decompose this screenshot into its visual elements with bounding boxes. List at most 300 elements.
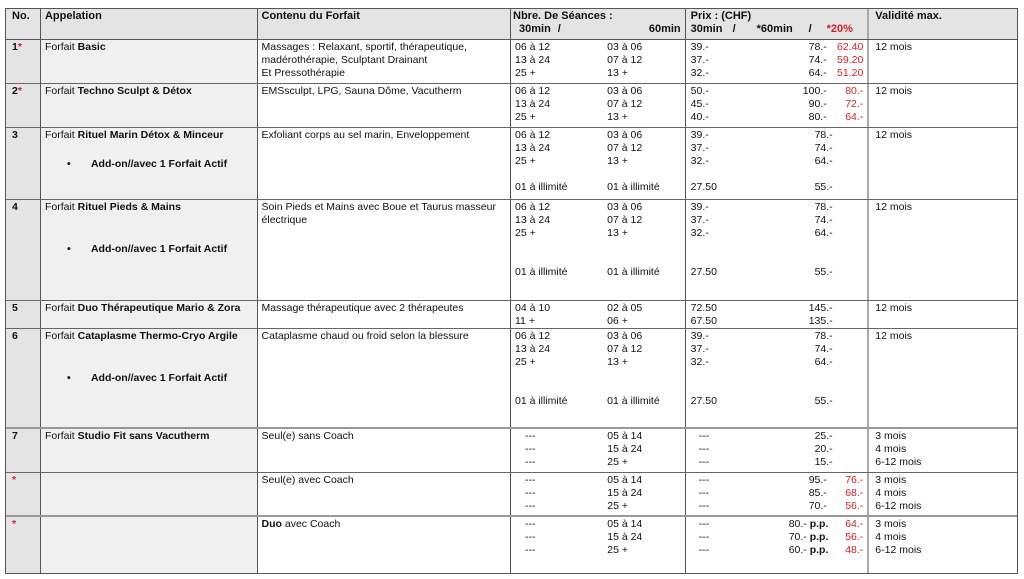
- prix-30min: 39.-: [690, 41, 709, 53]
- addon-seances-30min: 01 à illimité: [515, 181, 568, 193]
- addon-label: [45, 158, 253, 171]
- appelation-prefix: Forfait: [44, 302, 78, 314]
- prix-20pct: 64.-: [845, 111, 864, 123]
- row-validite: [869, 200, 1017, 300]
- prix-30min: ---: [698, 456, 710, 468]
- prix-line: [691, 155, 864, 168]
- appelation-line: [45, 330, 253, 343]
- row-number-text: 2: [12, 85, 18, 97]
- prix-line: [691, 443, 864, 456]
- prix-20pct: 62.40: [837, 41, 864, 53]
- addon-seances-line: [513, 181, 681, 194]
- prix-60min: 85.-: [808, 487, 827, 499]
- prix-60min: 74.-: [808, 54, 827, 66]
- appelation-prefix: Forfait: [44, 430, 78, 442]
- seances-line: [513, 98, 681, 111]
- seances-60min: 05 à 14: [607, 518, 643, 530]
- prix-line: [691, 129, 864, 142]
- prix-line: [691, 500, 864, 513]
- contenu-line: EMSsculpt, LPG, Sauna Dôme, Vacutherm: [261, 85, 462, 97]
- addon-prix-60min: 55.-: [814, 181, 833, 193]
- seances-30min: ---: [525, 443, 536, 455]
- prix-20pct: 59.20: [837, 54, 864, 66]
- seances-line: [513, 518, 681, 531]
- row-number: [6, 84, 41, 127]
- seances-60min: 25 +: [607, 456, 628, 468]
- row-seances: [511, 200, 686, 300]
- appelation-prefix: Forfait: [44, 41, 78, 53]
- prix-20pct: 72.-: [845, 98, 864, 110]
- row-contenu: [258, 473, 511, 515]
- header-prix-sub: [691, 23, 864, 36]
- row-contenu: [258, 40, 511, 83]
- prix-line: [691, 67, 864, 80]
- row-validite: [869, 429, 1017, 472]
- prix-60min: 95.-: [808, 474, 827, 486]
- prix-line: [691, 456, 864, 469]
- header-prix: [686, 9, 870, 39]
- appelation-name: Rituel Pieds & Mains: [77, 201, 181, 213]
- row-prix: [686, 200, 870, 300]
- validite-text: 12 mois: [875, 41, 913, 53]
- prix-30min: 67.50: [690, 315, 717, 327]
- validite-line: 3 mois: [875, 430, 907, 442]
- row-number: [6, 329, 41, 427]
- validite-text: 12 mois: [875, 129, 913, 141]
- row-contenu: [258, 429, 511, 472]
- seances-line: [513, 487, 681, 500]
- seances-line: [513, 41, 681, 54]
- validite-text: 12 mois: [875, 330, 913, 342]
- row-validite: [869, 40, 1017, 83]
- seances-30min: 25 +: [515, 155, 536, 167]
- appelation-prefix: Forfait: [44, 201, 78, 213]
- row-number-text: 6: [12, 330, 18, 342]
- row-contenu: [258, 517, 511, 573]
- addon-prix-line: [691, 266, 864, 279]
- row-number: [6, 517, 41, 573]
- validite-line: 6-12 mois: [875, 456, 922, 468]
- addon-prix-60min: 55.-: [814, 395, 833, 407]
- seances-line: [513, 142, 681, 155]
- prix-60min: 25.-: [814, 430, 833, 442]
- addon-prix-line: [691, 181, 864, 194]
- validite-line: 4 mois: [875, 443, 907, 455]
- row-validite: [869, 128, 1017, 199]
- addon-label: [45, 372, 253, 385]
- seances-30min: 06 à 12: [515, 330, 551, 342]
- bullet-icon: •: [66, 372, 71, 384]
- contenu-line: Cataplasme chaud ou froid selon la blessure: [261, 330, 469, 342]
- header-appelation: Appelation: [41, 9, 258, 39]
- appelation-prefix: Forfait: [44, 85, 78, 97]
- addon-prix-30min: 27.50: [690, 181, 717, 193]
- row-appelation: [41, 329, 258, 427]
- row-prix: [686, 429, 870, 472]
- seances-30min: 04 à 10: [515, 302, 551, 314]
- row-seances: [511, 429, 686, 472]
- row-seances: [511, 301, 686, 328]
- table-row: [6, 329, 1017, 429]
- validite-line: 4 mois: [875, 487, 907, 499]
- seances-60min: 03 à 06: [607, 85, 643, 97]
- seances-line: [513, 111, 681, 124]
- prix-30min: 72.50: [690, 302, 717, 314]
- prix-30min: 39.-: [690, 129, 709, 141]
- seances-line: [513, 356, 681, 369]
- prix-30min: ---: [698, 544, 710, 556]
- prix-line: [691, 315, 864, 328]
- row-seances: [511, 40, 686, 83]
- prix-60min: 80.-: [808, 111, 827, 123]
- contenu-line: [262, 518, 506, 531]
- table-row: [6, 200, 1017, 301]
- seances-60min: 03 à 06: [607, 41, 643, 53]
- contenu-line: Seul(e) avec Coach: [261, 474, 354, 486]
- seances-line: [513, 129, 681, 142]
- seances-30min: ---: [525, 430, 536, 442]
- seances-line: [513, 474, 681, 487]
- prix-line: [691, 85, 864, 98]
- seances-60min: 03 à 06: [607, 201, 643, 213]
- prix-60min: 64.-: [814, 227, 833, 239]
- addon-seances-30min: 01 à illimité: [515, 266, 568, 278]
- appelation-prefix: Forfait: [44, 129, 78, 141]
- seances-30min: ---: [525, 544, 536, 556]
- seances-30min: 06 à 12: [515, 85, 551, 97]
- prix-20pct: 56.-: [845, 500, 864, 512]
- seances-line: [513, 214, 681, 227]
- validite-text: 12 mois: [875, 85, 913, 97]
- seances-line: [513, 531, 681, 544]
- prix-line: [691, 343, 864, 356]
- per-person-label: p.p.: [809, 518, 829, 530]
- seances-60min: 13 +: [607, 227, 628, 239]
- header-prix-30min: 30min: [690, 23, 723, 35]
- prix-60min: 74.-: [814, 343, 833, 355]
- validite-line: 6-12 mois: [875, 500, 922, 512]
- prix-line: [691, 227, 864, 240]
- prix-60min: 145.-: [808, 302, 833, 314]
- header-seances: [511, 9, 686, 39]
- table-header: [6, 9, 1017, 40]
- header-prix-slash1: /: [732, 23, 736, 35]
- row-prix: [686, 301, 870, 328]
- prix-line: [691, 544, 864, 557]
- prix-30min: 39.-: [690, 201, 709, 213]
- table-row: [6, 473, 1017, 517]
- row-validite: [869, 517, 1017, 573]
- seances-60min: 03 à 06: [607, 330, 643, 342]
- addon-text: Add-on//avec 1 Forfait Actif: [90, 243, 228, 255]
- red-asterisk-icon: *: [17, 41, 22, 53]
- contenu-line: Soin Pieds et Mains avec Boue et Taurus masseur: [261, 201, 496, 213]
- prix-20pct: 56.-: [845, 531, 864, 543]
- addon-seances-60min: 01 à illimité: [607, 395, 660, 407]
- prix-60min: 78.-: [814, 330, 833, 342]
- appelation-line: [45, 129, 253, 142]
- prix-60min: 78.-: [814, 129, 833, 141]
- seances-line: [513, 500, 681, 513]
- prix-30min: ---: [698, 500, 710, 512]
- prix-30min: 32.-: [690, 227, 709, 239]
- prix-line: [691, 356, 864, 369]
- table-row: [6, 301, 1017, 329]
- contenu-line: madérothérapie, Sculptant Drainant: [261, 54, 428, 66]
- seances-60min: 07 à 12: [607, 214, 643, 226]
- prix-30min: 40.-: [690, 111, 709, 123]
- appelation-name: Cataplasme Thermo-Cryo Argile: [77, 330, 238, 342]
- row-number-text: 7: [12, 430, 18, 442]
- seances-60min: 07 à 12: [607, 343, 643, 355]
- bullet-icon: •: [66, 158, 71, 170]
- addon-prix-30min: 27.50: [690, 266, 717, 278]
- row-number-text: 3: [12, 129, 18, 141]
- addon-text: Add-on//avec 1 Forfait Actif: [90, 372, 228, 384]
- seances-30min: 25 +: [515, 227, 536, 239]
- seances-60min: 15 à 24: [607, 531, 643, 543]
- prix-30min: 39.-: [690, 330, 709, 342]
- seances-30min: 25 +: [515, 67, 536, 79]
- validite-line: 3 mois: [875, 518, 907, 530]
- contenu-bold: Duo: [261, 518, 282, 530]
- addon-prix-line: [691, 395, 864, 408]
- table-row: [6, 84, 1017, 128]
- row-appelation: [41, 40, 258, 83]
- header-seances-title: Nbre. De Séances :: [513, 10, 613, 22]
- seances-60min: 07 à 12: [607, 142, 643, 154]
- seances-30min: 25 +: [515, 356, 536, 368]
- prix-30min: ---: [698, 430, 710, 442]
- row-validite: [869, 84, 1017, 127]
- prix-60min: 90.-: [808, 98, 827, 110]
- prix-line: [691, 518, 864, 531]
- appelation-line: [45, 41, 253, 54]
- row-number: [6, 200, 41, 300]
- prix-30min: 50.-: [690, 85, 709, 97]
- appelation-name: Basic: [77, 41, 106, 53]
- prix-60min: 64.-: [814, 155, 833, 167]
- seances-line: [513, 155, 681, 168]
- validite-text: 12 mois: [875, 201, 913, 213]
- addon-text: Add-on//avec 1 Forfait Actif: [90, 158, 228, 170]
- prix-30min: 37.-: [690, 142, 709, 154]
- header-30min: 30min: [519, 23, 551, 35]
- seances-60min: 13 +: [607, 111, 628, 123]
- contenu-line: Exfoliant corps au sel marin, Enveloppement: [261, 129, 470, 141]
- seances-60min: 07 à 12: [607, 98, 643, 110]
- seances-30min: 06 à 12: [515, 129, 551, 141]
- seances-30min: 13 à 24: [515, 214, 551, 226]
- row-prix: [686, 517, 870, 573]
- table-row: [6, 517, 1017, 573]
- prix-30min: 37.-: [690, 343, 709, 355]
- seances-60min: 03 à 06: [607, 129, 643, 141]
- bullet-icon: •: [66, 243, 71, 255]
- prix-line: [691, 41, 864, 54]
- prix-20pct: 48.-: [845, 544, 864, 556]
- row-prix: [686, 40, 870, 83]
- seances-30min: ---: [525, 456, 536, 468]
- seances-line: [513, 315, 681, 328]
- contenu-line: Et Pressothérapie: [261, 67, 345, 79]
- header-slash: /: [557, 23, 561, 35]
- prix-30min: 32.-: [690, 356, 709, 368]
- prix-20pct: 80.-: [845, 85, 864, 97]
- header-prix-title: Prix : (CHF): [690, 10, 752, 22]
- seances-30min: ---: [525, 518, 536, 530]
- per-person-label: p.p.: [809, 531, 829, 543]
- prix-30min: 37.-: [690, 214, 709, 226]
- row-validite: [869, 301, 1017, 328]
- addon-seances-60min: 01 à illimité: [607, 266, 660, 278]
- seances-line: [513, 54, 681, 67]
- row-appelation: [41, 301, 258, 328]
- row-number: [6, 473, 41, 515]
- validite-line: 3 mois: [875, 474, 907, 486]
- prix-60min: 70.-: [808, 500, 827, 512]
- seances-60min: 13 +: [607, 356, 628, 368]
- seances-30min: ---: [525, 531, 536, 543]
- prix-30min: 37.-: [690, 54, 709, 66]
- prix-20pct: 76.-: [845, 474, 864, 486]
- contenu-line: Massage thérapeutique avec 2 thérapeutes: [261, 302, 464, 314]
- seances-60min: 25 +: [607, 544, 628, 556]
- prix-30min: 45.-: [690, 98, 709, 110]
- row-validite: [869, 329, 1017, 427]
- appelation-line: [45, 201, 253, 214]
- row-appelation: [41, 128, 258, 199]
- prix-20pct: 68.-: [845, 487, 864, 499]
- table-row: [6, 429, 1017, 473]
- seances-30min: 11 +: [515, 315, 535, 327]
- header-60min: 60min: [648, 23, 681, 35]
- appelation-name: Rituel Marin Détox & Minceur: [77, 129, 224, 141]
- row-contenu: [258, 301, 511, 328]
- addon-seances-line: [513, 395, 681, 408]
- prix-line: [691, 474, 864, 487]
- prix-60min: 80.- p.p.: [788, 518, 829, 530]
- row-prix: [686, 84, 870, 127]
- seances-line: [513, 330, 681, 343]
- seances-line: [513, 302, 681, 315]
- seances-line: [513, 67, 681, 80]
- prix-30min: ---: [698, 518, 710, 530]
- prix-60min: 70.- p.p.: [788, 531, 829, 543]
- row-contenu: [258, 84, 511, 127]
- contenu-text: avec Coach: [281, 518, 341, 530]
- row-number: [6, 301, 41, 328]
- prix-60min: 60.- p.p.: [788, 544, 829, 556]
- table-row: [6, 40, 1017, 84]
- table-body: [6, 40, 1017, 573]
- appelation-line: [45, 430, 253, 443]
- seances-60min: 13 +: [607, 155, 628, 167]
- seances-line: [513, 544, 681, 557]
- row-appelation: [41, 473, 258, 515]
- seances-30min: ---: [525, 487, 536, 499]
- row-contenu: [258, 329, 511, 427]
- header-prix-60min: *60min: [756, 23, 793, 35]
- appelation-line: [45, 85, 253, 98]
- row-prix: [686, 329, 870, 427]
- row-number: [6, 429, 41, 472]
- row-contenu: [258, 128, 511, 199]
- row-seances: [511, 84, 686, 127]
- row-prix: [686, 473, 870, 515]
- prix-20pct: 64.-: [845, 518, 864, 530]
- seances-line: [513, 430, 681, 443]
- prix-line: [691, 302, 864, 315]
- row-appelation: [41, 517, 258, 573]
- prix-30min: ---: [698, 443, 710, 455]
- row-number-text: 4: [12, 201, 18, 213]
- header-contenu: Contenu du Forfait: [258, 9, 511, 39]
- red-asterisk-icon: *: [17, 85, 22, 97]
- seances-line: [513, 343, 681, 356]
- row-seances: [511, 329, 686, 427]
- seances-60min: 15 à 24: [607, 443, 643, 455]
- addon-seances-60min: 01 à illimité: [607, 181, 660, 193]
- header-prix-slash2: /: [808, 23, 812, 35]
- row-appelation: [41, 200, 258, 300]
- row-appelation: [41, 84, 258, 127]
- seances-line: [513, 85, 681, 98]
- prix-60min: 78.-: [814, 201, 833, 213]
- validite-text: 12 mois: [875, 302, 913, 314]
- prix-line: [691, 531, 864, 544]
- validite-line: 4 mois: [875, 531, 907, 543]
- row-seances: [511, 473, 686, 515]
- prix-line: [691, 330, 864, 343]
- seances-60min: 05 à 14: [607, 430, 643, 442]
- seances-line: [513, 443, 681, 456]
- seances-30min: ---: [525, 500, 536, 512]
- addon-prix-30min: 27.50: [690, 395, 717, 407]
- row-number: [6, 40, 41, 83]
- row-number-text: 1: [12, 41, 18, 53]
- per-person-label: p.p.: [809, 544, 829, 556]
- row-number: [6, 128, 41, 199]
- prix-60min: 20.-: [814, 443, 833, 455]
- seances-60min: 13 +: [607, 67, 628, 79]
- appelation-name: Techno Sculpt & Détox: [77, 85, 192, 97]
- row-contenu: [258, 200, 511, 300]
- header-prix-20pct: *20%: [826, 23, 853, 35]
- prix-line: [691, 487, 864, 500]
- prix-line: [691, 98, 864, 111]
- seances-30min: 13 à 24: [515, 98, 551, 110]
- seances-line: [513, 201, 681, 214]
- prix-line: [691, 142, 864, 155]
- row-prix: [686, 128, 870, 199]
- validite-line: 6-12 mois: [875, 544, 922, 556]
- row-number-text: 5: [12, 302, 18, 314]
- appelation-name: Studio Fit sans Vacutherm: [77, 430, 210, 442]
- prix-line: [691, 201, 864, 214]
- seances-60min: 02 à 05: [607, 302, 643, 314]
- appelation-line: [45, 302, 253, 315]
- seances-line: [513, 227, 681, 240]
- prix-30min: ---: [698, 474, 710, 486]
- row-appelation: [41, 429, 258, 472]
- red-asterisk-icon: *: [12, 518, 17, 530]
- prix-line: [691, 54, 864, 67]
- seances-30min: 25 +: [515, 111, 536, 123]
- prix-30min: 32.-: [690, 155, 709, 167]
- seances-30min: 13 à 24: [515, 343, 551, 355]
- appelation-name: Duo Thérapeutique Mario & Zora: [77, 302, 241, 314]
